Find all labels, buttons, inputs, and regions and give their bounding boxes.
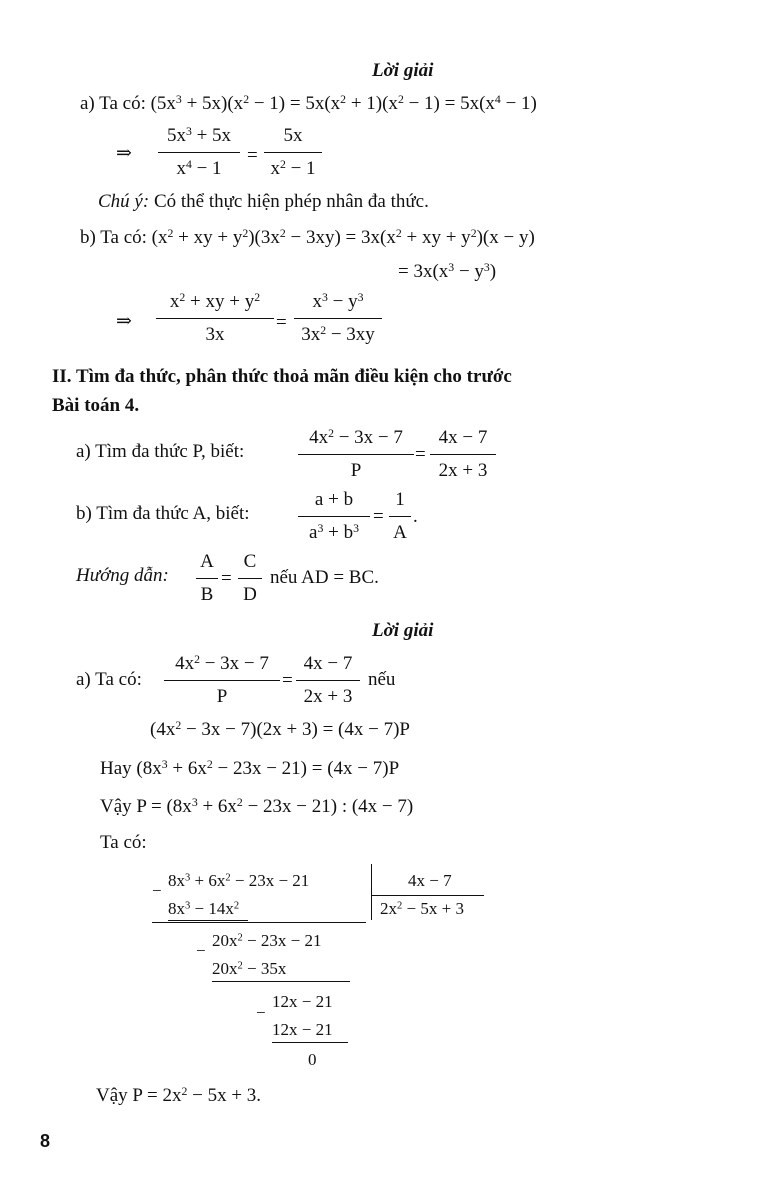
solution-heading: Lời giải xyxy=(372,60,434,81)
fraction xyxy=(196,552,218,604)
conclusion: Vậy $P = 2x^2 - 5x + 3$. xyxy=(96,1085,262,1106)
solution-a-text: a) Ta có: xyxy=(76,669,142,690)
note-text: Có thể thực hiện phép nhân đa thức. xyxy=(149,191,429,212)
implies-symbol: ⇒ xyxy=(116,143,132,164)
equals-sign: = xyxy=(276,312,287,333)
note-line xyxy=(98,192,429,211)
hint-tail: nếu AD = BC. xyxy=(270,567,379,588)
fraction-denominator: P xyxy=(350,460,362,481)
equation-line: Hay $(8x^3 + 6x^2 - 23x - 21) = (4x - 7)P$ xyxy=(100,758,400,779)
fraction xyxy=(298,428,414,480)
fraction-numerator: $4x^2 - 3x - 7$ xyxy=(309,427,403,448)
fraction-denominator: P xyxy=(216,686,228,707)
fraction-bar xyxy=(296,680,360,681)
period: . xyxy=(413,506,418,527)
fraction xyxy=(156,292,274,344)
fraction-bar xyxy=(196,578,218,579)
fraction-bar xyxy=(298,516,370,517)
fraction xyxy=(430,428,496,480)
fraction xyxy=(164,654,280,706)
equals-sign: = xyxy=(373,506,384,527)
solution-b-line: b) Ta có: ($x^2$ + xy + $y^2)(3x^2 - 3xy) = 3x(x^2$ + xy + $y^2)(x - y)$ xyxy=(80,227,535,248)
division-final-remainder: 0 xyxy=(308,1050,317,1069)
fraction-bar xyxy=(164,680,280,681)
division-remainder: 12x − 21 xyxy=(272,992,333,1011)
division-subtrahend: $20x^2 - 35x$ xyxy=(212,959,287,978)
equation-line: Vậy $P = (8x^3 + 6x^2 - 23x - 21)$ : (4x − 7) xyxy=(100,796,414,817)
note-label: Chú ý: xyxy=(98,191,150,212)
equals-sign: = xyxy=(247,145,258,166)
solution-a-line: a) Ta có: $(5x^3 + 5x)(x^2 - 1) = 5x(x^2 + 1)(x^2 - 1) = 5x(x^4 - 1)$ xyxy=(80,93,537,114)
fraction xyxy=(158,126,240,178)
fraction-numerator: $x^3 - y^3$ xyxy=(312,291,364,312)
fraction-numerator: 1 xyxy=(395,489,405,510)
fraction-bar xyxy=(294,318,382,319)
fraction-bar xyxy=(430,454,496,455)
fraction-numerator: 5x xyxy=(283,125,303,146)
fraction xyxy=(264,126,322,178)
equation-line: $(4x^2 - 3x - 7)(2x + 3) = (4x - 7)P$ xyxy=(150,719,410,740)
fraction-numerator: $x^2$ + xy + $y^2$ xyxy=(169,291,261,312)
fraction-denominator: A xyxy=(393,522,407,543)
division-rule xyxy=(212,981,350,982)
page-number: 8 xyxy=(40,1131,51,1151)
fraction-denominator: 2x + 3 xyxy=(438,460,488,481)
fraction xyxy=(389,490,411,542)
implies-symbol: ⇒ xyxy=(116,311,132,332)
fraction-bar xyxy=(264,152,322,153)
fraction-denominator: D xyxy=(243,584,257,605)
fraction-numerator: 4x − 7 xyxy=(438,427,488,448)
underline xyxy=(168,920,248,921)
fraction xyxy=(294,292,382,344)
problem-a-text: a) Tìm đa thức P, biết: xyxy=(76,441,245,462)
problem-b-text: b) Tìm đa thức A, biết: xyxy=(76,503,250,524)
fraction xyxy=(298,490,370,542)
fraction-bar xyxy=(238,578,262,579)
solution-a-tail: nếu xyxy=(368,669,396,690)
fraction-denominator: 2x + 3 xyxy=(303,686,353,707)
fraction-bar xyxy=(156,318,274,319)
fraction xyxy=(296,654,360,706)
fraction-numerator: 4x − 7 xyxy=(303,653,353,674)
division-subtrahend: $8x^3 - 14x^2$ xyxy=(168,899,240,918)
division-subtrahend: 12x − 21 xyxy=(272,1020,333,1039)
fraction-denominator: $3x^2 - 3xy$ xyxy=(301,324,375,345)
equals-sign: = xyxy=(282,670,293,691)
division-rule xyxy=(152,922,366,923)
minus-sign: − xyxy=(256,1003,266,1022)
fraction-bar xyxy=(389,516,411,517)
fraction-denominator: $x^2 - 1$ xyxy=(270,158,316,179)
equation-line: Ta có: xyxy=(100,832,147,853)
fraction-bar xyxy=(298,454,414,455)
division-divisor: 4x − 7 xyxy=(408,871,452,890)
division-dividend: $8x^3 + 6x^2 - 23x - 21$ xyxy=(168,871,310,890)
problem-title: Bài toán 4. xyxy=(52,395,140,416)
fraction xyxy=(238,552,262,604)
fraction-bar xyxy=(158,152,240,153)
division-bracket-vertical xyxy=(371,864,372,920)
solution-b-line-continued: = $3x(x^3 - y^3)$ xyxy=(398,261,497,282)
equals-sign: = xyxy=(221,568,232,589)
division-quotient: $2x^2 - 5x + 3$ xyxy=(380,899,464,918)
fraction-numerator: $4x^2 - 3x - 7$ xyxy=(175,653,269,674)
section-title: II. Tìm đa thức, phân thức thoả mãn điều kiện cho trước xyxy=(52,366,512,387)
fraction-numerator: C xyxy=(243,551,257,572)
fraction-numerator: A xyxy=(200,551,214,572)
fraction-denominator: $x^4 - 1$ xyxy=(176,158,222,179)
fraction-numerator: $5x^3 + 5x$ xyxy=(166,125,232,146)
minus-sign: − xyxy=(196,941,206,960)
division-rule xyxy=(272,1042,348,1043)
fraction-denominator: $a^3 + b^3$ xyxy=(309,522,359,543)
hint-label: Hướng dẫn: xyxy=(76,565,169,586)
fraction-denominator: 3x xyxy=(205,324,225,345)
fraction-denominator: B xyxy=(200,584,214,605)
minus-sign: − xyxy=(152,881,162,900)
division-bracket-horizontal xyxy=(371,895,484,896)
fraction-numerator: a + b xyxy=(314,489,354,510)
solution-heading: Lời giải xyxy=(372,620,434,641)
equals-sign: = xyxy=(415,444,426,465)
division-remainder: $20x^2 - 23x - 21$ xyxy=(212,931,322,950)
